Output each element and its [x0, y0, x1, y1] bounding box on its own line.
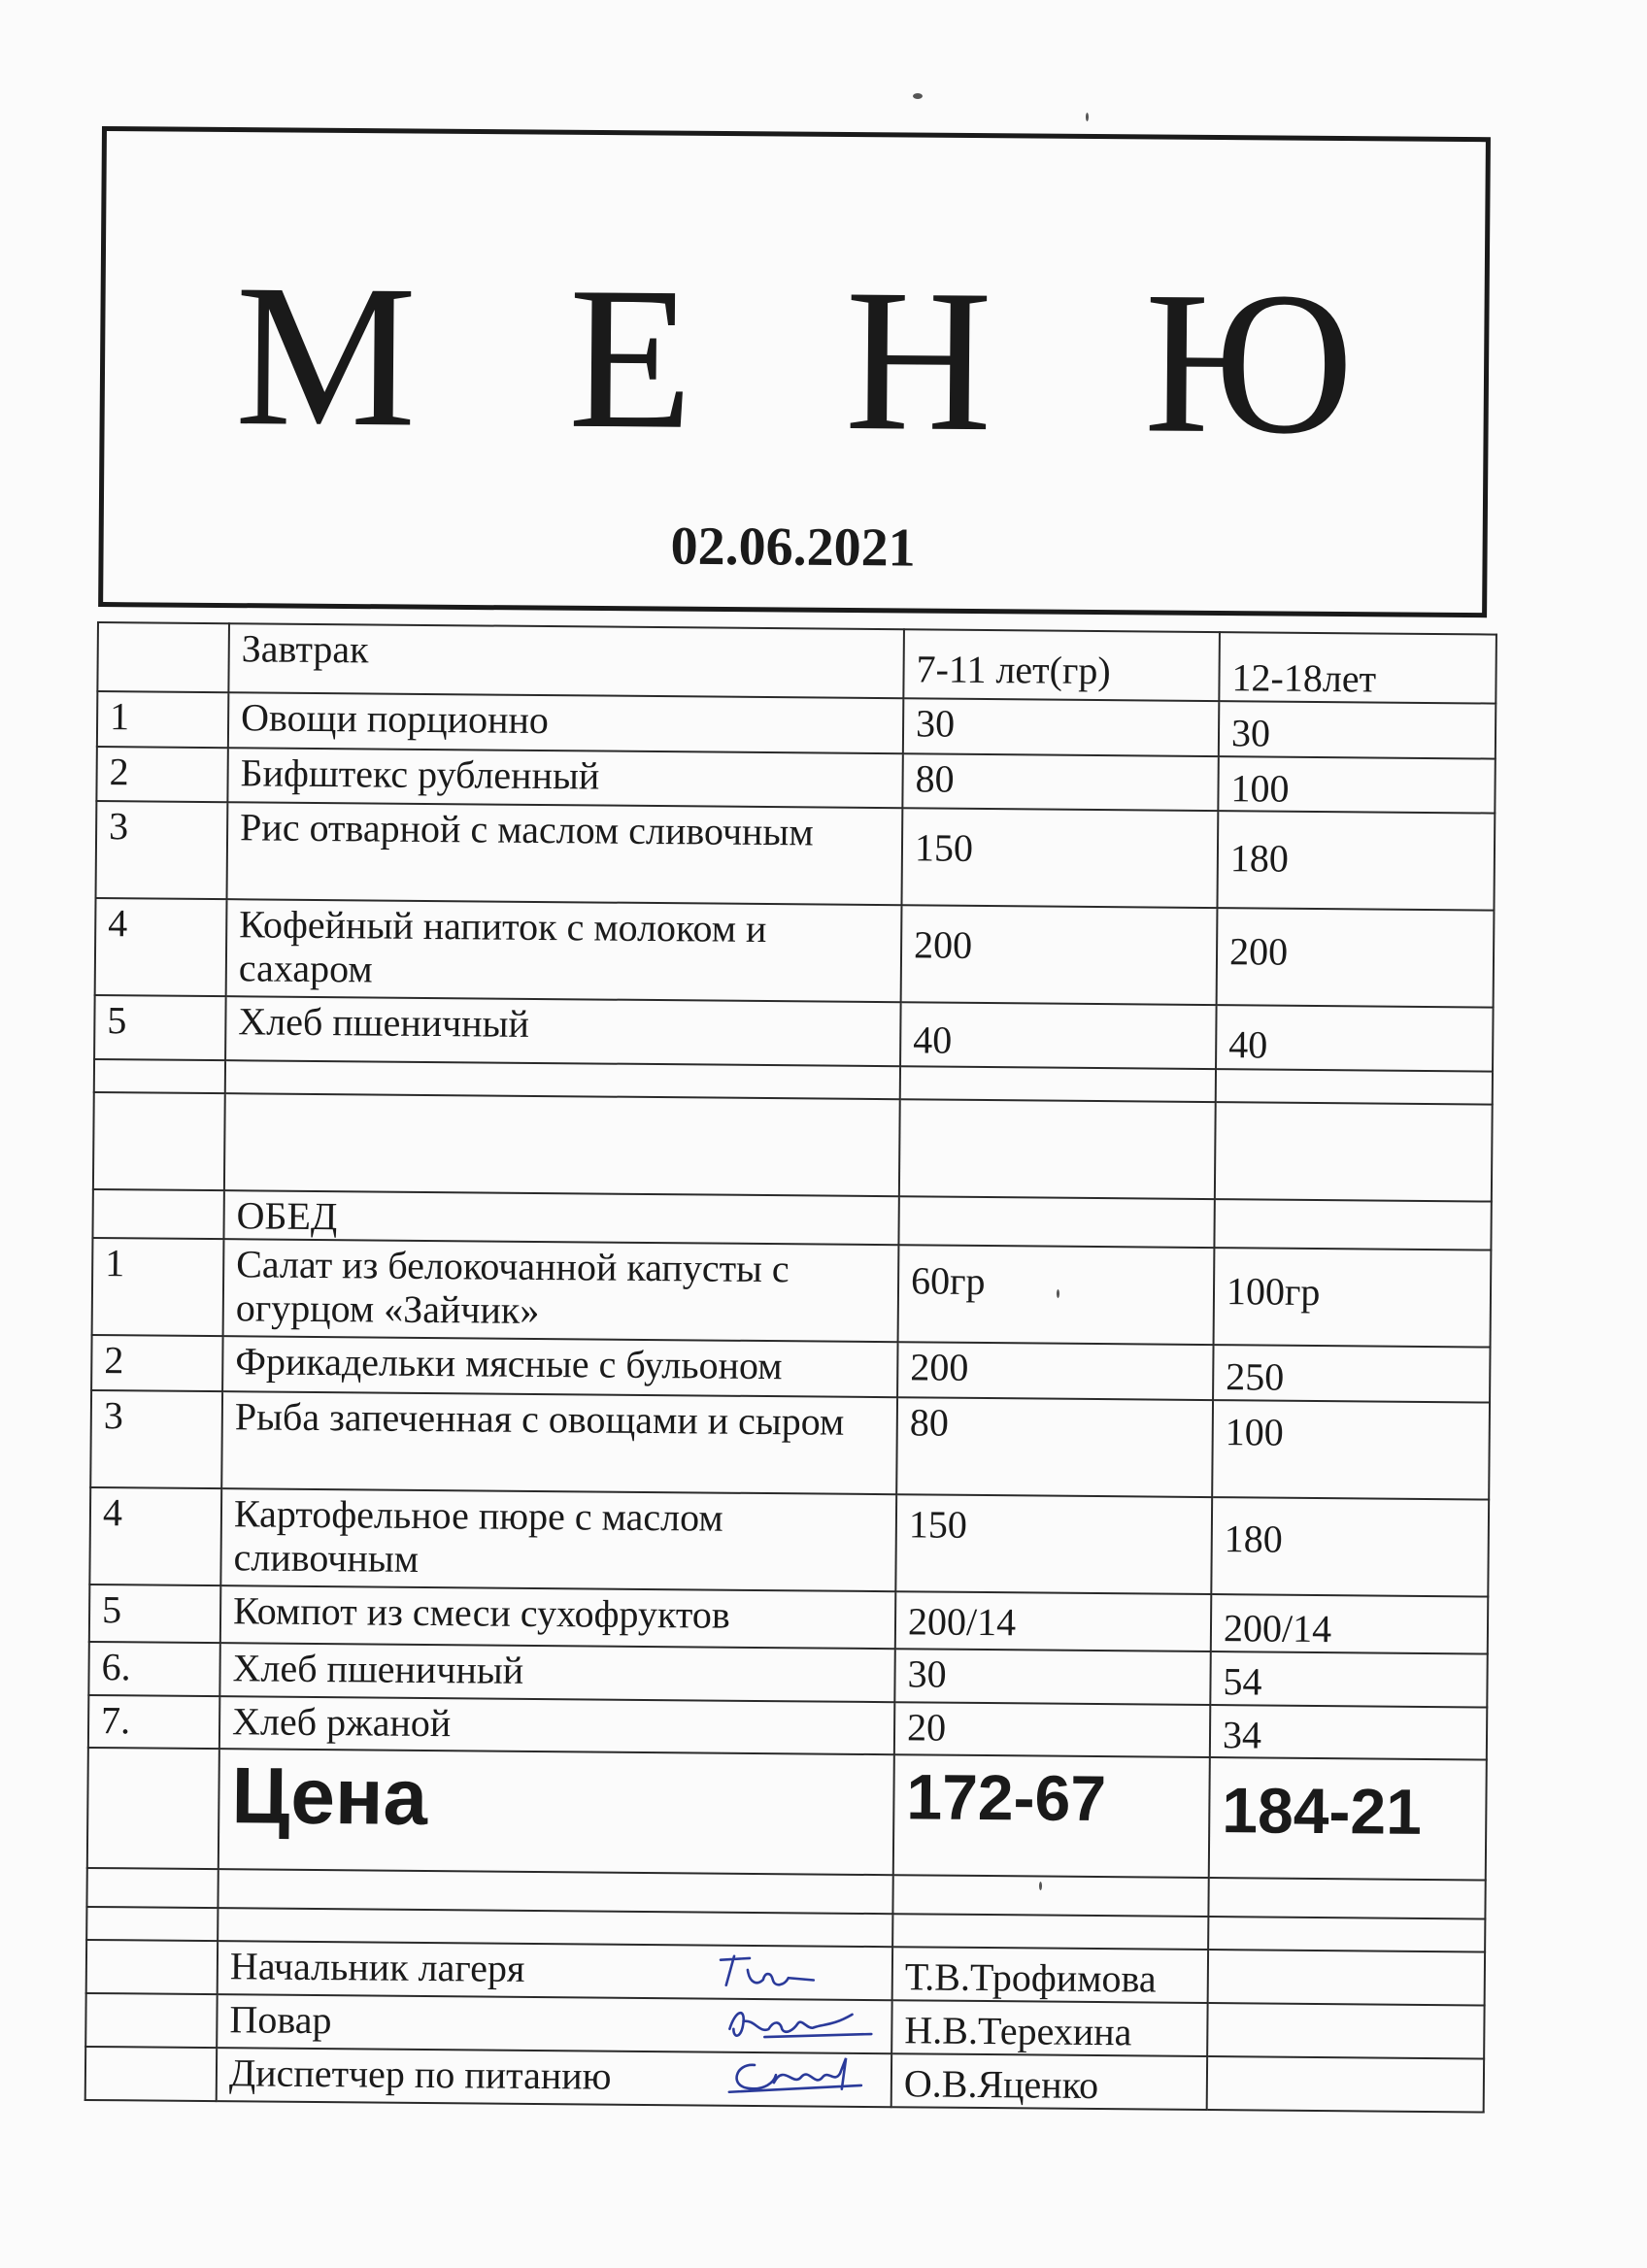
table-cell [900, 1067, 1216, 1103]
handwritten-signature [716, 2000, 881, 2044]
item-name: Рис отварной с маслом сливочным [227, 803, 903, 906]
price-12-18: 184-21 [1209, 1757, 1487, 1880]
item-name: Фрикадельки мясные с бульоном [222, 1336, 897, 1397]
item-number: 5 [89, 1584, 221, 1643]
table-cell [1207, 2056, 1484, 2112]
item-portion-b: 200 [1217, 908, 1495, 1007]
scan-speck [913, 93, 923, 99]
table-cell [85, 1993, 217, 2048]
table-cell [86, 1907, 218, 1941]
item-portion-b: 180 [1211, 1497, 1489, 1596]
table-cell [1208, 1878, 1485, 1918]
empty-row [93, 1092, 1493, 1202]
table-cell [86, 1940, 218, 1994]
item-portion-a: 200 [897, 1342, 1213, 1400]
item-portion-b: 100 [1218, 756, 1495, 814]
table-cell [892, 1876, 1208, 1918]
item-portion-b: 34 [1210, 1705, 1487, 1760]
scan-speck [1057, 1289, 1059, 1298]
table-cell [1207, 2003, 1484, 2058]
table-row [89, 1487, 1489, 1597]
menu-title: М Е Н Ю [234, 243, 1406, 478]
price-label: Цена [218, 1750, 894, 1876]
scan-speck [1086, 113, 1089, 121]
item-portion-a: 80 [896, 1397, 1213, 1497]
item-portion-b: 200/14 [1211, 1594, 1489, 1653]
breakfast-label: Завтрак [228, 623, 904, 698]
signature-row [85, 2047, 1484, 2112]
item-name: Хлеб пшеничный [225, 997, 901, 1067]
age-col-7-11: 7-11 лет(гр) [903, 629, 1220, 701]
signature-name: О.В.Яценко [891, 2053, 1207, 2110]
item-portion-a: 40 [900, 1003, 1217, 1070]
item-name: Овощи порционно [228, 692, 903, 753]
role-label: Повар [229, 1997, 332, 2043]
item-portion-a: 80 [902, 753, 1218, 812]
table-cell [898, 1197, 1214, 1249]
handwritten-signature [707, 1951, 853, 1994]
table-cell [1215, 1102, 1493, 1201]
table-cell [224, 1094, 900, 1197]
signature-name: Н.В.Терехина [891, 2000, 1207, 2056]
scan-speck [1039, 1882, 1042, 1890]
table-cell [85, 2047, 217, 2101]
table-cell [1214, 1199, 1491, 1250]
item-portion-a: 30 [903, 698, 1219, 756]
menu-title-box [98, 126, 1491, 617]
item-name: Картофельное пюре с маслом сливочным [220, 1488, 896, 1591]
item-name: Рыба запеченная с овощами и сыром [221, 1391, 897, 1494]
role-label: Диспетчер по питанию [228, 2051, 612, 2098]
item-number: 1 [97, 691, 228, 748]
table-row [96, 801, 1496, 911]
table-cell [86, 1868, 218, 1908]
item-number: 4 [89, 1487, 221, 1585]
item-number: 3 [90, 1390, 222, 1488]
item-name: Салат из белокочанной капусты с огурцом «Зайчик» [223, 1239, 899, 1342]
role-label: Начальник лагеря [229, 1944, 525, 1991]
item-portion-b: 250 [1213, 1345, 1490, 1402]
breakfast-header-row [97, 622, 1496, 703]
item-name: Хлеб пшеничный [219, 1643, 894, 1702]
table-cell [1208, 1950, 1485, 2005]
table-row [90, 1390, 1490, 1500]
table-cell [892, 1915, 1208, 1951]
table-row [94, 995, 1494, 1072]
item-portion-a: 150 [895, 1494, 1212, 1594]
item-name: Кофейный напиток с молоком и сахаром [226, 900, 902, 1003]
item-number: 4 [95, 898, 227, 996]
menu-table [84, 621, 1497, 2113]
item-name: Бифштекс рубленный [227, 748, 902, 809]
signature-role [218, 1942, 892, 2001]
item-portion-b: 180 [1217, 811, 1495, 910]
price-row [87, 1748, 1487, 1881]
table-cell [92, 1189, 223, 1239]
table-row [92, 1238, 1492, 1348]
signature-role [217, 1994, 891, 2053]
item-number: 3 [96, 801, 228, 899]
signature-name: Т.В.Трофимова [892, 1948, 1208, 2004]
item-portion-b: 30 [1219, 701, 1496, 758]
item-number: 5 [94, 995, 226, 1060]
item-number: 2 [96, 747, 227, 803]
table-row [95, 898, 1495, 1008]
item-portion-a: 200 [901, 906, 1218, 1006]
item-portion-b: 100 [1212, 1400, 1490, 1499]
item-portion-a: 60гр [898, 1245, 1215, 1345]
signature-role [217, 2048, 891, 2107]
table-cell [899, 1100, 1216, 1200]
table-cell [1216, 1069, 1493, 1104]
menu-date: 02.06.2021 [670, 516, 916, 579]
handwritten-signature [725, 2053, 871, 2097]
item-portion-b: 40 [1216, 1005, 1494, 1071]
item-name: Хлеб ржаной [219, 1696, 894, 1755]
price-7-11: 172-67 [893, 1755, 1210, 1879]
item-number: 1 [92, 1238, 224, 1336]
item-portion-a: 200/14 [895, 1591, 1212, 1651]
item-portion-a: 20 [894, 1702, 1210, 1758]
lunch-label: ОБЕД [223, 1191, 898, 1246]
table-cell [87, 1748, 219, 1869]
item-portion-b: 100гр [1214, 1248, 1492, 1347]
table-cell [97, 622, 229, 692]
item-portion-b: 54 [1210, 1651, 1487, 1707]
item-portion-a: 150 [901, 809, 1218, 909]
table-cell [1208, 1917, 1485, 1951]
age-col-12-18: 12-18лет [1219, 632, 1496, 703]
item-number: 6. [88, 1642, 219, 1696]
item-number: 2 [91, 1335, 222, 1391]
table-cell [93, 1092, 225, 1190]
item-number: 7. [88, 1695, 219, 1750]
item-portion-a: 30 [894, 1649, 1210, 1705]
table-cell [218, 1870, 892, 1915]
table-cell [94, 1059, 225, 1093]
item-name: Компот из смеси сухофруктов [220, 1585, 895, 1649]
